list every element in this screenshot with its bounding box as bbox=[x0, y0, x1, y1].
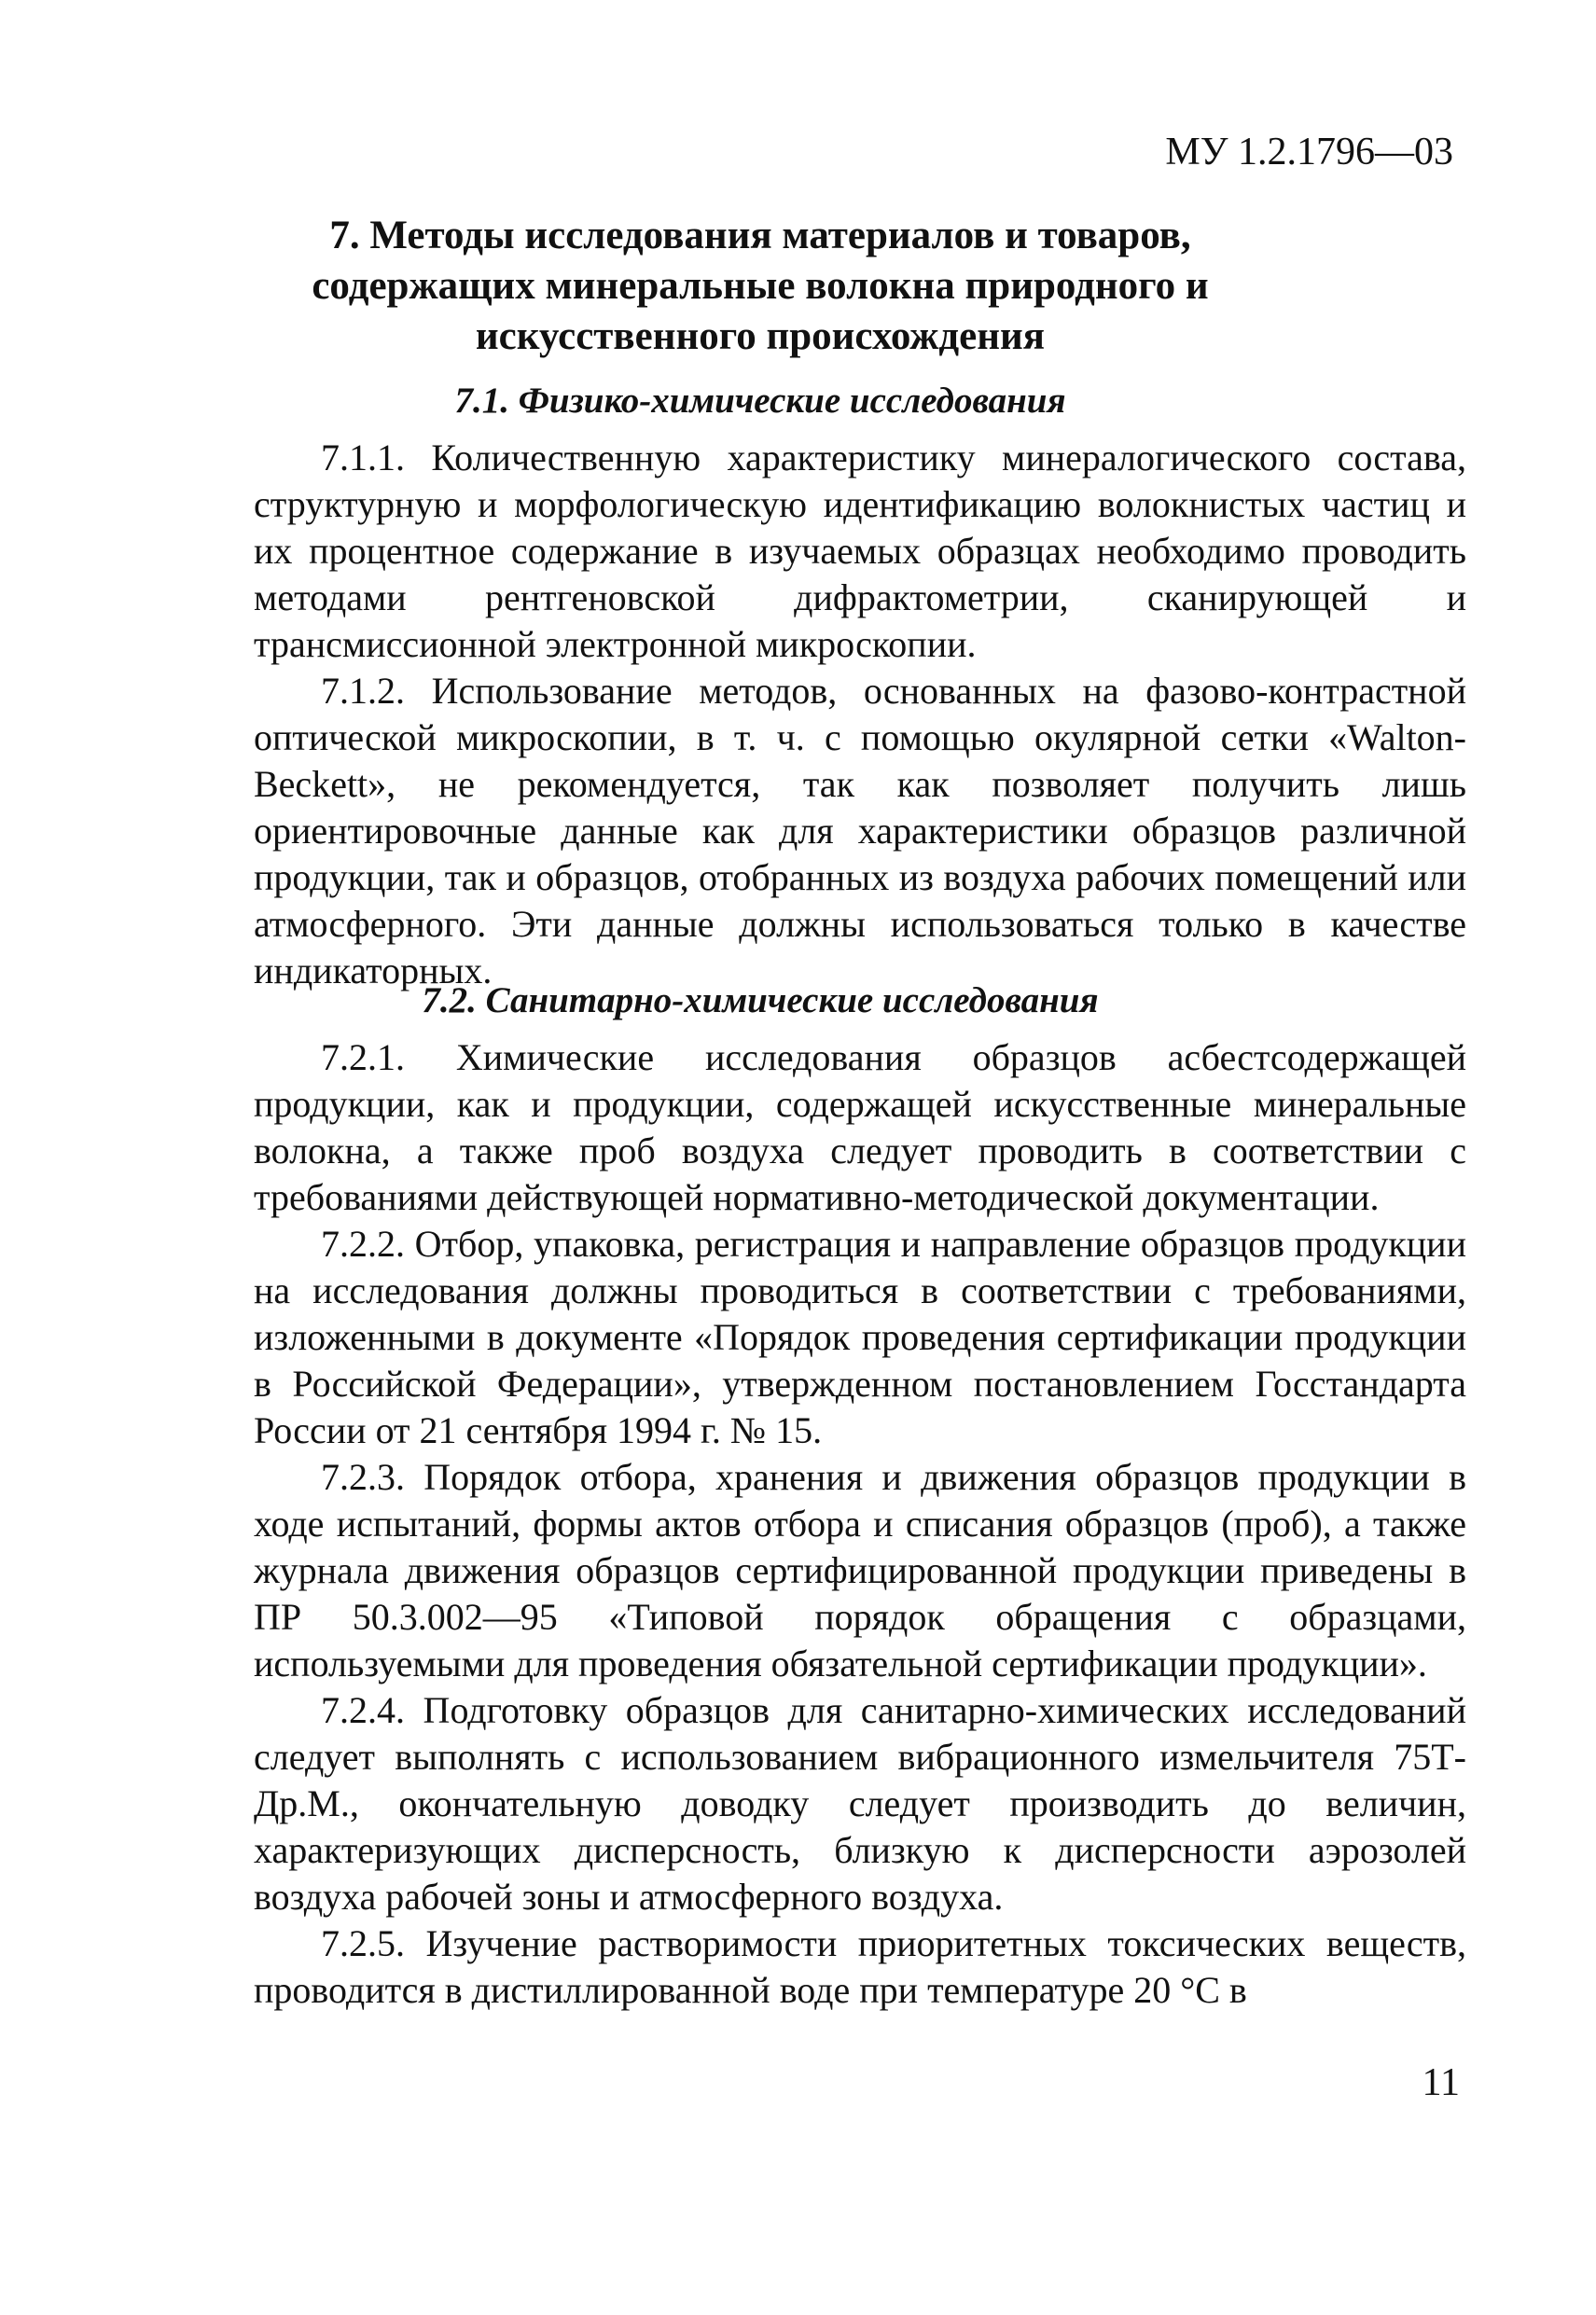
paragraph-7-1-1: 7.1.1. Количественную характеристику минералогического состава, структурную и морфологическую идентификацию волокнистых частиц и их процентное содержание в изучаемых образцах необходимо проводить методами рентгеновской дифрактометрии, сканирующей и трансмиссионной электронной микроскопии. bbox=[254, 437, 1466, 665]
chapter-title: 7. Методы исследования материалов и товаров, содержащих минеральные волокна природного и искусственного происхождения bbox=[312, 214, 1209, 358]
paragraph-7-2-2: 7.2.2. Отбор, упаковка, регистрация и направление образцов продукции на исследования должны проводиться в соответствии с требованиями, изложенными в документе «Порядок проведения сертификации продукции в Российской Федерации», утвержденном постановлением Госстандарта России от 21 сентября 1994 г. № 15. bbox=[254, 1223, 1466, 1451]
paragraph-7-1-2: 7.1.2. Использование методов, основанных на фазово-контрастной оптической микроскопии, в т. ч. с помощью окулярной сетки «Walton-Beckett», не рекомендуется, так как позволяет получить лишь ориентировочные данные как для характеристики образцов различной продукции, так и образцов, отобранных из воздуха рабочих помещений или атмосферного. Эти данные должны использоваться только в качестве индикаторных. bbox=[254, 670, 1466, 991]
paragraph-7-2-1: 7.2.1. Химические исследования образцов асбестсодержащей продукции, как и продукции, содержащей искусственные минеральные волокна, а также проб воздуха следует проводить в соответствии с требованиями действующей нормативно-методической документации. bbox=[254, 1036, 1466, 1218]
paragraph-7-2-3: 7.2.3. Порядок отбора, хранения и движения образцов продукции в ходе испытаний, формы актов отбора и списания образцов (проб), а также журнала движения образцов сертифицированной продукции приведены в ПР 50.3.002—95 «Типовой порядок обращения с образцами, используемыми для проведения обязательной сертификации продукции». bbox=[254, 1456, 1466, 1684]
page-number: 11 bbox=[1422, 2061, 1460, 2104]
paragraph-7-2-4: 7.2.4. Подготовку образцов для санитарно-химических исследований следует выполнять с использованием вибрационного измельчителя 75Т-Др.М., окончательную доводку следует производить до величин, характеризующих дисперсность, близкую к дисперсности аэрозолей воздуха рабочей зоны и атмосферного воздуха. bbox=[254, 1689, 1466, 1918]
section-body-7-1 bbox=[254, 435, 1466, 994]
section-title-7-2: 7.2. Санитарно-химические исследования bbox=[422, 980, 1099, 1020]
section-title-7-1: 7.1. Физико-химические исследования bbox=[454, 381, 1066, 421]
document-code: МУ 1.2.1796—03 bbox=[1165, 131, 1453, 173]
section-body-7-2 bbox=[254, 1034, 1466, 2014]
paragraph-7-2-5: 7.2.5. Изучение растворимости приоритетных токсических веществ, проводится в дистиллированной воде при температуре 20 °С в bbox=[254, 1922, 1466, 2011]
